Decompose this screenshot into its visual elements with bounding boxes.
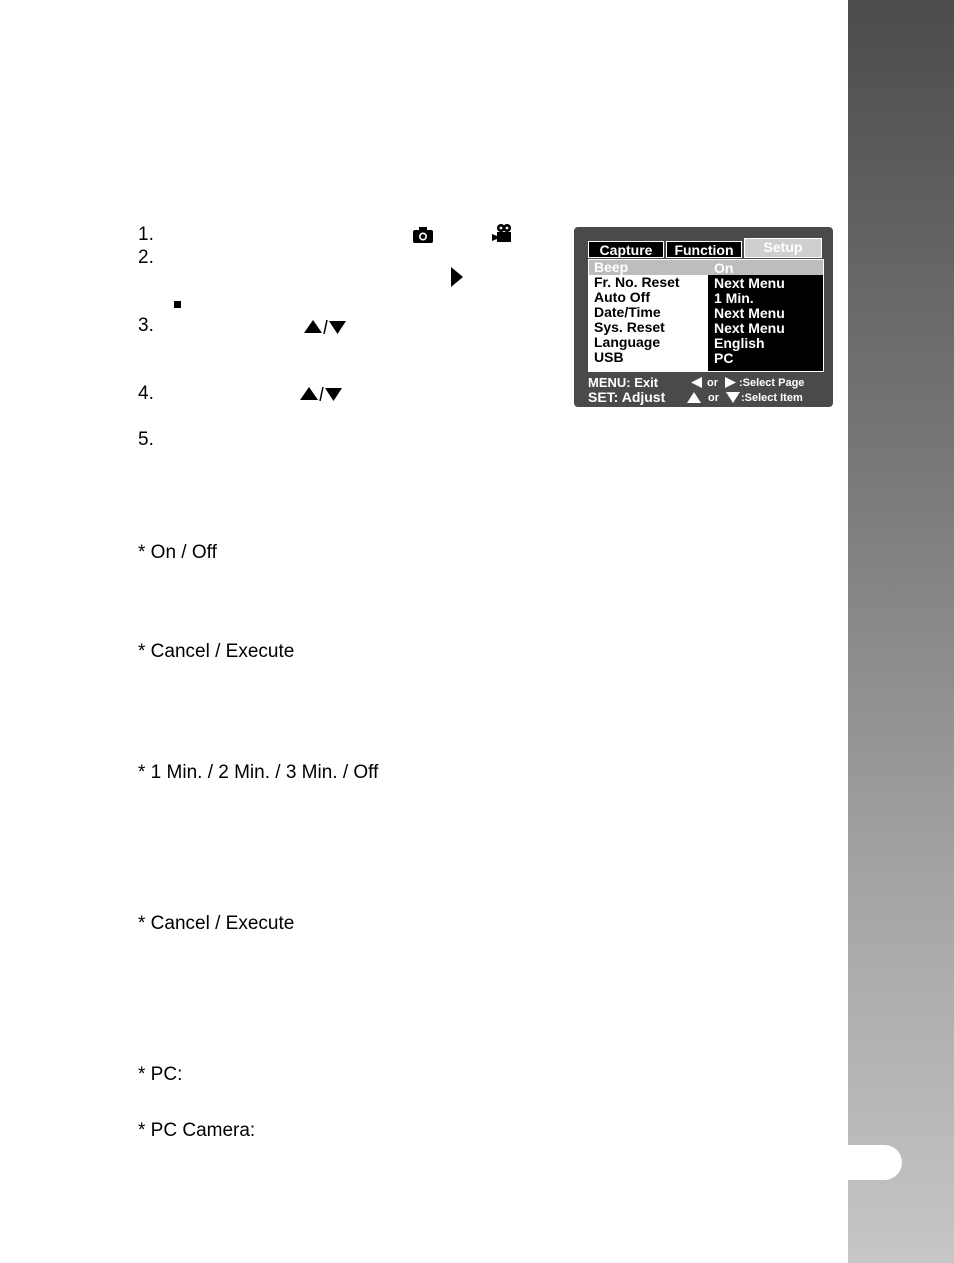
- footer-set-adjust: SET: Adjust: [588, 389, 666, 405]
- tab-capture: Capture: [588, 241, 664, 258]
- up-arrow-icon: [687, 392, 701, 403]
- menu-value-usb: PC: [714, 350, 734, 366]
- camera-lcd-setup-menu: [574, 227, 833, 407]
- footer-menu-exit: MENU: Exit: [588, 375, 659, 390]
- tab-setup: Setup: [744, 238, 822, 258]
- up-down-arrows-icon: [303, 318, 347, 336]
- menu-item-language: Language: [594, 334, 661, 350]
- usb-pc-camera-option: * PC Camera:: [138, 1120, 256, 1141]
- menu-item-auto-off: Auto Off: [594, 289, 650, 305]
- footer-or-1: or: [707, 377, 718, 389]
- down-arrow-icon: [726, 392, 740, 403]
- footer-select-item: :Select Item: [741, 392, 803, 404]
- menu-item-usb: USB: [594, 349, 624, 365]
- menu-value-fr-no-reset: Next Menu: [714, 275, 785, 291]
- page-number-tab: [848, 1145, 902, 1180]
- footer-or-2: or: [708, 392, 719, 404]
- tab-function: Function: [666, 241, 742, 258]
- menu-value-sys-reset: Next Menu: [714, 320, 785, 336]
- sys-reset-options: * Cancel / Execute: [138, 913, 295, 934]
- menu-value-auto-off: 1 Min.: [714, 290, 754, 306]
- menu-value-beep: On: [714, 260, 734, 276]
- menu-item-fr-no-reset: Fr. No. Reset: [594, 274, 680, 290]
- menu-list: [588, 259, 824, 372]
- menu-value-date-time: Next Menu: [714, 305, 785, 321]
- usb-pc-option: * PC:: [138, 1064, 183, 1085]
- auto-off-options: * 1 Min. / 2 Min. / 3 Min. / Off: [138, 762, 379, 783]
- step-2-number: 2.: [138, 247, 154, 268]
- beep-options: * On / Off: [138, 542, 217, 563]
- up-down-arrows-icon: [299, 385, 343, 403]
- left-arrow-icon: [691, 377, 703, 388]
- movie-icon: [491, 223, 513, 243]
- menu-item-sys-reset: Sys. Reset: [594, 319, 665, 335]
- menu-item-beep: Beep: [594, 259, 629, 275]
- frame-reset-options: * Cancel / Execute: [138, 641, 295, 662]
- menu-item-date-time: Date/Time: [594, 304, 661, 320]
- right-arrow-icon: [450, 266, 464, 288]
- stop-square-icon: [174, 301, 182, 309]
- footer-select-page: :Select Page: [739, 377, 805, 389]
- step-1-number: 1.: [138, 224, 154, 245]
- right-arrow-icon: [725, 377, 737, 388]
- side-thumb-bar: [848, 0, 954, 1263]
- step-4-number: 4.: [138, 383, 154, 404]
- camera-icon: [412, 226, 434, 244]
- menu-value-language: English: [714, 335, 765, 351]
- step-3-number: 3.: [138, 315, 154, 336]
- step-5-number: 5.: [138, 429, 154, 450]
